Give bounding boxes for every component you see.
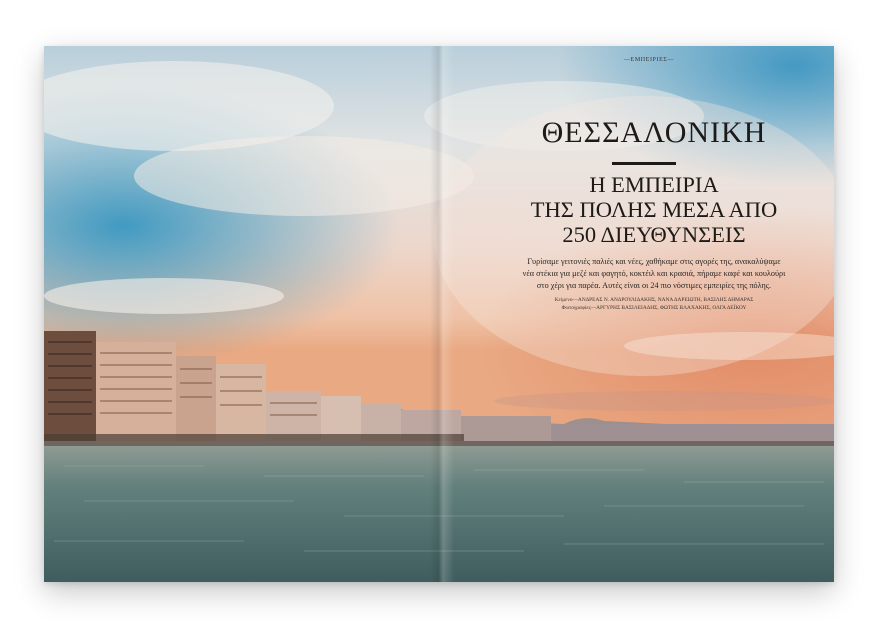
section-label: —ΕΜΠΕΙΡΙΕΣ—	[623, 57, 675, 63]
subtitle-line: ΤΗΣ ΠΟΛΗΣ ΜΕΣΑ ΑΠΟ	[530, 197, 778, 222]
subtitle-line: Η ΕΜΠΕΙΡΙΑ	[589, 172, 719, 197]
credit-line-photos: Φωτογραφίες—ΑΡΓΥΡΗΣ ΒΑΣΙΛΕΙΑΔΗΣ, ΦΩΤΗΣ ΒΛΑΧΑΚΗΣ, ΟΛΓΑ ΔΕΪΚΟΥ	[561, 305, 747, 311]
page-gutter	[430, 46, 454, 582]
title-divider	[612, 162, 676, 165]
intro-line: Γυρίσαμε γειτονιές παλιές και νέες, χαθήκαμε στις αγορές της, ανακαλύψαμε	[527, 257, 781, 266]
magazine-spread	[44, 46, 834, 582]
subtitle-line: 250 ΔΙΕΥΘΥΝΣΕΙΣ	[562, 222, 746, 247]
intro-line: νέα στέκια για μεζέ και φαγητό, κοκτέιλ και κρασιά, πήραμε καφέ και κουλούρι	[522, 269, 786, 278]
credits	[484, 296, 824, 312]
credit-line-text: Κείμενο—ΑΝΔΡΕΑΣ Ν. ΑΝΔΡΟΥΛΙΔΑΚΗΣ, ΝΑΝΑ ΔΑΡΕΙΩΤΗ, ΒΑΣΙΛΗΣ ΔΗΜΑΡΑΣ	[554, 297, 754, 303]
page-title: ΘΕΣΣΑΛΟΝΙΚΗ	[541, 116, 767, 149]
intro-text	[484, 256, 824, 292]
subtitle	[474, 172, 834, 247]
intro-line: στο χέρι για παρέα. Αυτές είναι οι 24 πιο νόστιμες εμπειρίες της πόλης.	[536, 281, 772, 290]
